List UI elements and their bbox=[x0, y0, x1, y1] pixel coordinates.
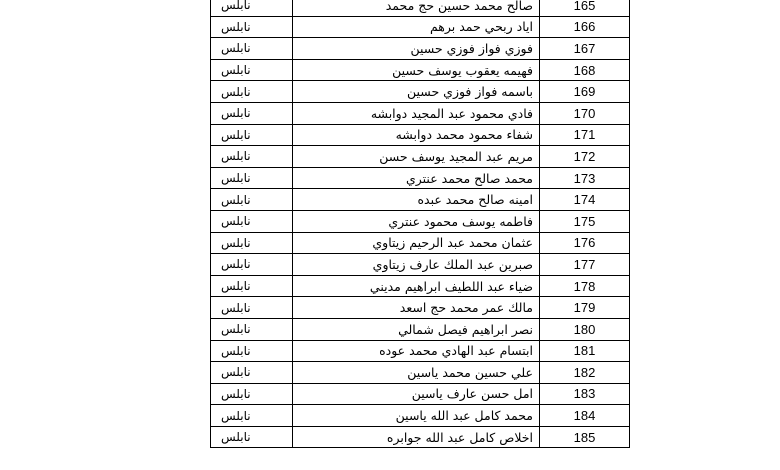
table-row bbox=[211, 81, 630, 103]
city-cell: نابلس bbox=[211, 102, 293, 124]
number-cell: 179 bbox=[540, 297, 630, 319]
table-row bbox=[211, 38, 630, 60]
number-cell: 168 bbox=[540, 59, 630, 81]
number-cell: 174 bbox=[540, 189, 630, 211]
city-cell: نابلس bbox=[211, 124, 293, 146]
city-cell: نابلس bbox=[211, 340, 293, 362]
number-cell: 182 bbox=[540, 362, 630, 384]
number-cell: 172 bbox=[540, 146, 630, 168]
roster-table bbox=[210, 0, 630, 448]
city-cell: نابلس bbox=[211, 383, 293, 405]
name-cell: فوزي فواز فوزي حسين bbox=[293, 38, 540, 60]
number-cell: 181 bbox=[540, 340, 630, 362]
number-cell: 165 bbox=[540, 0, 630, 16]
table-row bbox=[211, 59, 630, 81]
city-cell: نابلس bbox=[211, 362, 293, 384]
number-cell: 183 bbox=[540, 383, 630, 405]
table-row bbox=[211, 426, 630, 448]
city-cell: نابلس bbox=[211, 232, 293, 254]
city-cell: نابلس bbox=[211, 426, 293, 448]
number-cell: 167 bbox=[540, 38, 630, 60]
city-cell: نابلس bbox=[211, 297, 293, 319]
city-cell: نابلس bbox=[211, 146, 293, 168]
name-cell: مريم عبد المجيد يوسف حسن bbox=[293, 146, 540, 168]
table-row bbox=[211, 383, 630, 405]
name-cell: فاطمه يوسف محمود عنتري bbox=[293, 210, 540, 232]
name-cell: اخلاص كامل عبد الله جوابره bbox=[293, 426, 540, 448]
table-row bbox=[211, 102, 630, 124]
roster-body bbox=[211, 0, 630, 448]
city-cell: نابلس bbox=[211, 0, 293, 16]
table-row bbox=[211, 189, 630, 211]
name-cell: ضياء عبد اللطيف ابراهيم مديني bbox=[293, 275, 540, 297]
table-row bbox=[211, 405, 630, 427]
name-cell: مالك عمر محمد حج اسعد bbox=[293, 297, 540, 319]
city-cell: نابلس bbox=[211, 38, 293, 60]
number-cell: 180 bbox=[540, 318, 630, 340]
name-cell: محمد صالح محمد عنتري bbox=[293, 167, 540, 189]
city-cell: نابلس bbox=[211, 81, 293, 103]
city-cell: نابلس bbox=[211, 59, 293, 81]
name-cell: اياد ربحي حمد برهم bbox=[293, 16, 540, 38]
table-row bbox=[211, 210, 630, 232]
city-cell: نابلس bbox=[211, 210, 293, 232]
city-cell: نابلس bbox=[211, 254, 293, 276]
table-row bbox=[211, 340, 630, 362]
city-cell: نابلس bbox=[211, 275, 293, 297]
number-cell: 175 bbox=[540, 210, 630, 232]
table-row bbox=[211, 318, 630, 340]
city-cell: نابلس bbox=[211, 405, 293, 427]
city-cell: نابلس bbox=[211, 16, 293, 38]
number-cell: 177 bbox=[540, 254, 630, 276]
number-cell: 184 bbox=[540, 405, 630, 427]
name-cell: فهيمه يعقوب يوسف حسين bbox=[293, 59, 540, 81]
table-row bbox=[211, 146, 630, 168]
table-row bbox=[211, 297, 630, 319]
name-cell: عثمان محمد عبد الرحيم زيتاوي bbox=[293, 232, 540, 254]
number-cell: 170 bbox=[540, 102, 630, 124]
number-cell: 166 bbox=[540, 16, 630, 38]
table-row bbox=[211, 167, 630, 189]
name-cell: صالح محمد حسين حج محمد bbox=[293, 0, 540, 16]
city-cell: نابلس bbox=[211, 167, 293, 189]
table-row bbox=[211, 362, 630, 384]
name-cell: محمد كامل عبد الله ياسين bbox=[293, 405, 540, 427]
number-cell: 176 bbox=[540, 232, 630, 254]
table-row bbox=[211, 275, 630, 297]
number-cell: 171 bbox=[540, 124, 630, 146]
name-cell: صبرين عبد الملك عارف زيتاوي bbox=[293, 254, 540, 276]
number-cell: 185 bbox=[540, 426, 630, 448]
table-row bbox=[211, 124, 630, 146]
name-cell: امل حسن عارف ياسين bbox=[293, 383, 540, 405]
city-cell: نابلس bbox=[211, 189, 293, 211]
name-cell: باسمه فواز فوزي حسين bbox=[293, 81, 540, 103]
table-row bbox=[211, 16, 630, 38]
name-cell: شفاء محمود محمد دوابشه bbox=[293, 124, 540, 146]
table-row bbox=[211, 232, 630, 254]
number-cell: 178 bbox=[540, 275, 630, 297]
name-cell: ابتسام عبد الهادي محمد عوده bbox=[293, 340, 540, 362]
number-cell: 173 bbox=[540, 167, 630, 189]
table-row bbox=[211, 0, 630, 16]
table-row bbox=[211, 254, 630, 276]
name-cell: امينه صالح محمد عبده bbox=[293, 189, 540, 211]
name-cell: علي حسين محمد ياسين bbox=[293, 362, 540, 384]
city-cell: نابلس bbox=[211, 318, 293, 340]
number-cell: 169 bbox=[540, 81, 630, 103]
name-cell: فادي محمود عبد المجيد دوابشه bbox=[293, 102, 540, 124]
name-cell: نصر ابراهيم فيصل شمالي bbox=[293, 318, 540, 340]
